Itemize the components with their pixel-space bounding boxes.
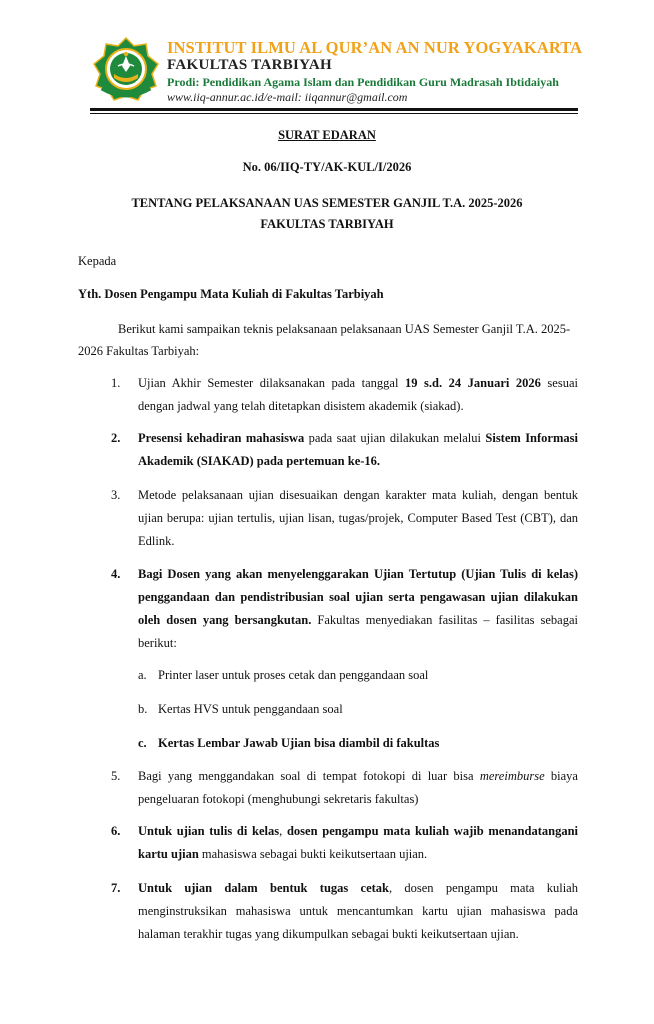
letterhead — [92, 36, 582, 102]
salutation-to: Kepada — [78, 254, 117, 268]
prodi-line: Prodi: Pendidikan Agama Islam dan Pendidikan Guru Madrasah Ibtidaiyah — [167, 75, 559, 89]
list-item: 4. Bagi Dosen yang akan menyelenggarakan Ujian Tertutup (Ujian Tulis di kelas) penggandaan dan pendistribusian soal ujian serta pengawasan ujian dilakukan oleh dosen yang bersangkutan. Fakultas menyediakan fasilitas – fasilitas sebagai berikut: — [111, 567, 578, 650]
faculty-name: FAKULTAS TARBIYAH — [167, 57, 333, 73]
document-heading: SURAT EDARAN — [278, 128, 376, 142]
document-number: No. 06/IIQ-TY/AK-KUL/I/2026 — [242, 160, 412, 174]
list-item: 1. Ujian Akhir Semester dilaksanakan pada tanggal 19 s.d. 24 Januari 2026 sesuai dengan jadwal yang telah ditetapkan disistem akademik (siakad). — [111, 376, 578, 413]
intro-paragraph: Berikut kami sampaikan teknis pelaksanaan pelaksanaan UAS Semester Ganjil T.A. 2025-2026 Fakultas Tarbiyah: — [78, 322, 571, 358]
institute-name: INSTITUT ILMU AL QUR’AN AN NUR YOGYAKARTA — [167, 38, 583, 57]
subject-line-2: FAKULTAS TARBIYAH — [260, 217, 394, 231]
letterhead-divider-thick — [90, 108, 578, 111]
list-item: 6. Untuk ujian tulis di kelas, dosen pengampu mata kuliah wajib menandatangani kartu ujian mahasiswa sebagai bukti keikutsertaan ujian. — [111, 824, 578, 861]
iiq-annur-emblem-icon — [92, 36, 160, 104]
sub-item: a. Printer laser untuk proses cetak dan penggandaan soal — [138, 668, 429, 682]
sub-item: b. Kertas HVS untuk penggandaan soal — [138, 702, 343, 716]
list-item: 7. Untuk ujian dalam bentuk tugas cetak, dosen pengampu mata kuliah menginstruksikan mahasiswa untuk mencantumkan kartu ujian mahasiswa pada halaman terakhir tugas yang dikumpulkan sebagai bukti keikutsertaan ujian. — [111, 881, 578, 941]
list-item: 2. Presensi kehadiran mahasiswa pada saat ujian dilakukan melalui Sistem Informasi Akademik (SIAKAD) pada pertemuan ke-16. — [111, 431, 578, 468]
list-item: 5. Bagi yang menggandakan soal di tempat fotokopi di luar bisa mereimburse biaya pengeluaran fotokopi (menghubungi sekretaris fakultas) — [111, 769, 578, 806]
letterhead-divider-thin — [90, 113, 578, 114]
recipient: Yth. Dosen Pengampu Mata Kuliah di Fakultas Tarbiyah — [78, 287, 384, 301]
website-email-line: www.iiq-annur.ac.id/e-mail: iiqannur@gmail.com — [167, 90, 408, 104]
list-item: 3. Metode pelaksanaan ujian disesuaikan dengan karakter mata kuliah, dengan bentuk ujian berupa: ujian tertulis, ujian lisan, tugas/projek, Computer Based Test (CBT), dan Edlink. — [111, 488, 578, 548]
subject-line-1: TENTANG PELAKSANAAN UAS SEMESTER GANJIL T.A. 2025-2026 — [131, 196, 523, 210]
sub-item: c. Kertas Lembar Jawab Ujian bisa diambil di fakultas — [138, 736, 440, 750]
